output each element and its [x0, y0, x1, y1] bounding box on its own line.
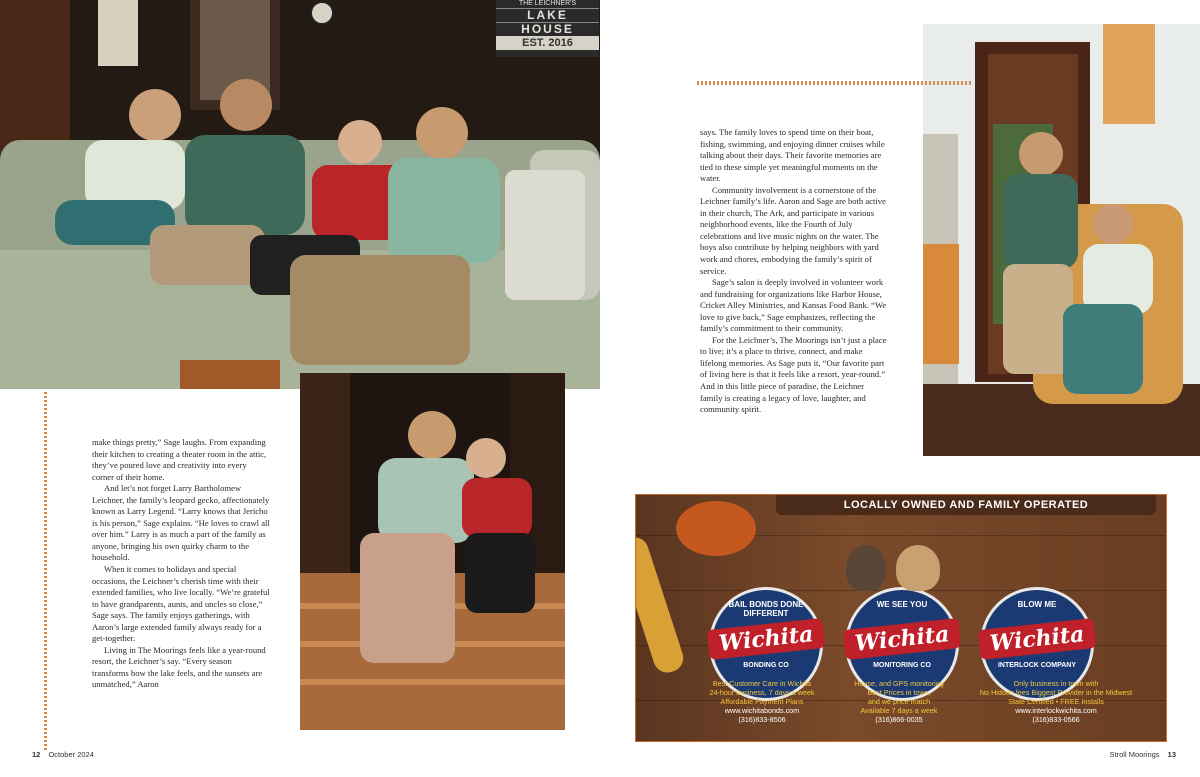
left-folio	[32, 750, 94, 759]
left-issue-date: October 2024	[48, 750, 94, 759]
boys-stairs-illustration	[300, 373, 565, 730]
ad-line: State Certified • FREE Installs	[1008, 697, 1104, 706]
sign-line-1: THE LEICHNER'S	[496, 0, 599, 9]
right-folio	[1110, 750, 1176, 759]
logo-wordmark: Wichita	[843, 618, 962, 660]
couple-chair-photo	[923, 24, 1200, 456]
logo-tagline: BLOW ME	[1017, 600, 1057, 609]
right-publication-name: Stroll Moorings	[1109, 750, 1160, 759]
pumpkin-decoration	[676, 501, 756, 556]
left-paragraph: Living in The Moorings feels like a year-round resort, the Leichner’s say. “Every season transforms how the lake feels, and the sunsets are unmatched,” Aaron	[92, 644, 266, 690]
left-paragraph: When it comes to holidays and special occasions, the Leichner’s cherish time with their extended families, who live locally. “We’re grateful to have grandparents, aunts, and uncles so close,” Sage says. The family enjoys gatherings, with Aaron’s large extended family always ready for a get-together.	[92, 564, 270, 644]
ad-line: No Hidden fees Biggest Provider in the Midwest	[979, 688, 1133, 697]
ad-line: Only business in town with	[1013, 679, 1099, 688]
dotted-rule-top	[697, 81, 972, 85]
sign-line-4: EST. 2016	[496, 36, 599, 50]
left-page-number: 12	[32, 750, 41, 759]
ad-website: www.wichitabonds.com	[724, 706, 800, 715]
right-page-number: 13	[1167, 750, 1176, 759]
cartoon-avatar-man	[846, 545, 886, 591]
ad-phone: (316)866-0035	[875, 715, 923, 724]
logo-tagline: BAIL BONDS DONE DIFFERENT	[728, 600, 804, 618]
lake-house-sign	[496, 0, 599, 57]
sign-line-2: LAKE	[527, 8, 568, 22]
monitoring-co-details	[836, 679, 962, 724]
couple-chair-illustration	[923, 24, 1200, 456]
logo-subtitle: MONITORING CO	[873, 662, 931, 669]
sign-line-3: HOUSE	[496, 22, 599, 36]
ad-line: 24-hour business, 7 days a week	[709, 688, 815, 697]
right-paragraph: says. The family loves to spend time on their boat, fishing, swimming, and enjoying dinner cruises while talking about their days. Their favorite memories are tied to these simple yet meaningful moments on the water.	[700, 127, 885, 184]
boys-stairs-photo	[300, 373, 565, 730]
ad-phone: (316)833-0566	[1032, 715, 1080, 724]
left-text-column	[92, 437, 270, 691]
right-paragraph: Community involvement is a cornerstone of the Leichner family’s life. Aaron and Sage are both active in their church, The Ark, and participate in various neighborhood events, like the Fourth of July celebrations and live music nights on the water. The boys also contribute by helping neighbors with yard work and chores, embodying the family’s spirit of service.	[700, 184, 886, 276]
family-couch-illustration	[0, 0, 600, 389]
dotted-rule-left	[44, 392, 47, 750]
ad-line: Best Customer Care in Wichita	[712, 679, 812, 688]
ad-line: Available 7 days a week	[860, 706, 938, 715]
family-couch-photo	[0, 0, 600, 389]
ad-website: www.interlockwichita.com	[1015, 706, 1097, 715]
ad-line: House, and GPS monitoring	[854, 679, 944, 688]
cartoon-avatar-woman	[896, 545, 940, 591]
ad-line: and we price match	[867, 697, 931, 706]
left-paragraph: And let’s not forget Larry Bartholomew Leichner, the family’s leopard gecko, affectionately known as Larry Legend. “Larry knows that Jericho is his person,” Sage explains. “He loves to crawl all over him.” Larry is as much a part of the family as anyone, bringing his own quirky charm to the household.	[92, 483, 270, 563]
ad-line: Affordable Payment Plans	[720, 697, 804, 706]
ad-header: LOCALLY OWNED AND FAMILY OPERATED	[776, 495, 1156, 515]
logo-wordmark: Wichita	[978, 618, 1097, 660]
logo-wordmark: Wichita	[707, 618, 826, 660]
interlock-company-details	[956, 679, 1156, 724]
right-paragraph: Sage’s salon is deeply involved in volunteer work and fundraising for organizations like Harbor House, Cricket Alley Ministries, and Kansas Food Bank. “We love to give back,” Sage emphasizes, reflecting the family’s commitment to their community.	[700, 277, 887, 334]
right-text-column	[700, 127, 888, 416]
wichita-companies-ad	[635, 494, 1167, 742]
corn-decoration	[635, 534, 687, 676]
bonding-co-details	[698, 679, 826, 724]
ad-phone: (316)833-8506	[738, 715, 786, 724]
logo-subtitle: INTERLOCK COMPANY	[997, 662, 1077, 669]
logo-subtitle: BONDING CO	[743, 662, 789, 669]
right-paragraph: For the Leichner’s, The Moorings isn’t just a place to live; it’s a place to thrive, connect, and make lifelong memories. As Sage puts it, “Our favorite part of living here is that it feels like a resort, year-round.” And in this little piece of paradise, the Leichner family is creating a legacy of love, laughter, and community spirit.	[700, 334, 887, 415]
logo-tagline: WE SEE YOU	[876, 600, 928, 609]
left-paragraph: make things pretty,” Sage laughs. From expanding their kitchen to creating a theater room in the attic, they’ve poured love and creativity into every corner of their home.	[92, 437, 267, 482]
ad-line: Best Prices in town,	[867, 688, 931, 697]
